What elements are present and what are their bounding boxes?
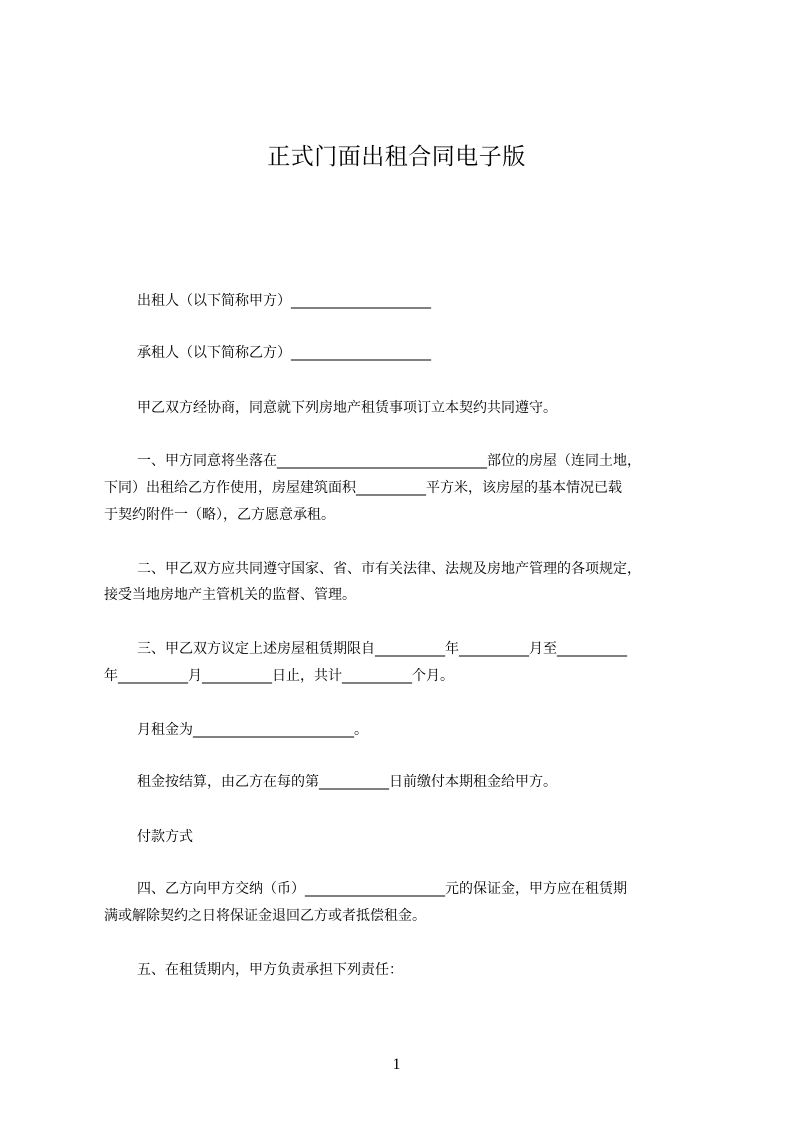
clause-1-line-2: 下同）出租给乙方作使用，房屋建筑面积__________平方米，该房屋的基本情况已载 — [104, 480, 622, 496]
payment-method-line: 付款方式 — [137, 829, 193, 845]
clause-1-line-3: 于契约附件一（略），乙方愿意承租。 — [104, 507, 335, 523]
document-title: 正式门面出租合同电子版 — [267, 144, 526, 170]
clause-1-line-1: 一、甲方同意将坐落在______________________________部位的房屋（连同土地， — [137, 453, 641, 469]
clause-3-line-2: 年__________月__________日止，共计__________个月。 — [104, 668, 454, 684]
clause-3-line-1: 三、甲乙双方议定上述房屋租赁期限自__________年__________月至__________ — [137, 641, 627, 657]
monthly-rent-line: 月租金为_______________________。 — [137, 722, 368, 738]
lessee-line: 承租人（以下简称乙方）____________________ — [137, 345, 431, 361]
clause-2-line-1: 二、甲乙双方应共同遵守国家、省、市有关法律、法规及房地产管理的各项规定， — [137, 561, 641, 577]
lessor-line: 出租人（以下简称甲方）____________________ — [137, 293, 431, 309]
clause-5-line: 五、在租赁期内，甲方负责承担下列责任： — [137, 962, 403, 978]
preamble-paragraph: 甲乙双方经协商，同意就下列房地产租赁事项订立本契约共同遵守。 — [137, 400, 557, 416]
clause-4-line-1: 四、乙方向甲方交纳（币）____________________元的保证金，甲方应在租赁期 — [137, 881, 627, 897]
rent-payment-line: 租金按结算，由乙方在每的第__________日前缴付本期租金给甲方。 — [137, 774, 557, 790]
clause-2-line-2: 接受当地房地产主管机关的监督、管理。 — [104, 587, 356, 603]
page-number: 1 — [392, 1056, 401, 1073]
clause-4-line-2: 满或解除契约之日将保证金退回乙方或者抵偿租金。 — [104, 908, 426, 924]
